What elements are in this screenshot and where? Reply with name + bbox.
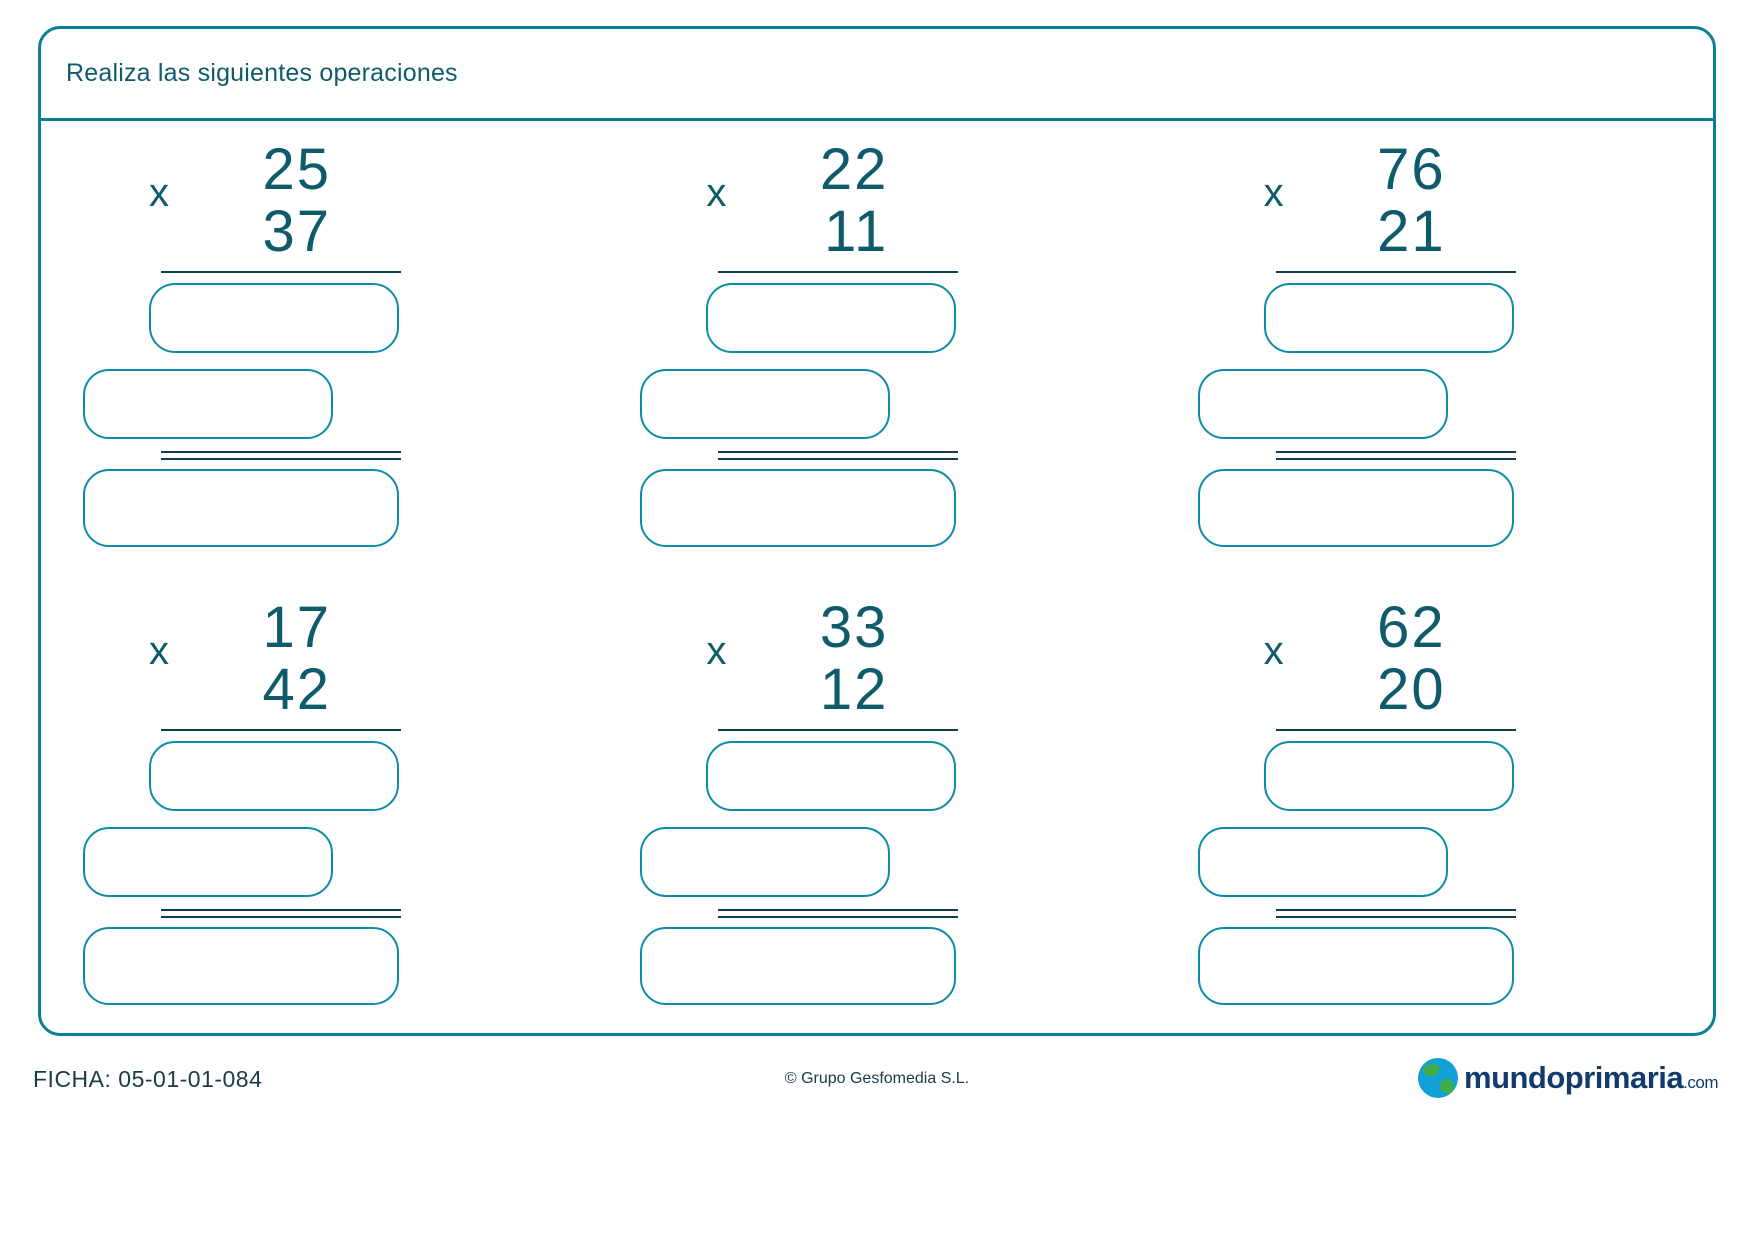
partial-product-box-1[interactable] <box>149 283 399 353</box>
operand-top: 33 <box>819 594 889 660</box>
operation-rule <box>161 271 401 273</box>
operation-rule <box>718 729 958 731</box>
sum-rule-lower <box>1276 916 1516 918</box>
partial-product-box-2[interactable] <box>1198 369 1448 439</box>
sum-rule-lower <box>718 458 958 460</box>
total-product-box[interactable] <box>83 927 399 1005</box>
operand-top: 62 <box>1377 594 1446 660</box>
operand-bottom: 20 <box>1377 656 1446 722</box>
partial-product-box-2[interactable] <box>640 827 890 897</box>
problem-3 <box>1156 121 1713 579</box>
partial-product-box-2[interactable] <box>83 369 333 439</box>
partial-product-box-1[interactable] <box>1264 741 1514 811</box>
operand-top: 25 <box>262 137 331 202</box>
brand-name-text: mundoprimaria <box>1464 1060 1684 1095</box>
operand-bottom: 42 <box>262 656 331 722</box>
worksheet-sheet <box>38 26 1716 1036</box>
multiplication-sign-icon: x <box>149 171 169 215</box>
operand-bottom: 12 <box>819 656 889 722</box>
sum-rule-upper <box>718 909 958 911</box>
brand-suffix: .com <box>1683 1073 1718 1092</box>
problems-grid <box>41 121 1713 1036</box>
total-product-box[interactable] <box>640 927 956 1005</box>
operand-top: 17 <box>262 594 331 660</box>
operand-top: 22 <box>819 137 889 202</box>
operation-rule <box>161 729 401 731</box>
partial-product-box-2[interactable] <box>1198 827 1448 897</box>
total-product-box[interactable] <box>83 469 399 547</box>
total-product-box[interactable] <box>1198 927 1514 1005</box>
partial-product-box-1[interactable] <box>706 283 956 353</box>
multiplication-sign-icon: x <box>1263 171 1284 215</box>
multiplication-sign-icon: x <box>1263 628 1284 673</box>
operand-bottom: 37 <box>262 199 331 264</box>
copyright-text: © Grupo Gesfomedia S.L. <box>784 1070 970 1087</box>
total-product-box[interactable] <box>1198 469 1514 547</box>
sum-rule-lower <box>1276 458 1516 460</box>
instruction-bar <box>41 29 1713 121</box>
brand-name <box>1464 1060 1718 1096</box>
sum-rule-lower <box>161 916 401 918</box>
sum-rule-lower <box>718 916 958 918</box>
partial-product-box-2[interactable] <box>83 827 333 897</box>
problem-2 <box>598 121 1155 579</box>
problem-1 <box>41 121 598 579</box>
instruction-text: Realiza las siguientes operaciones <box>66 59 458 87</box>
multiplication-sign-icon: x <box>706 171 727 215</box>
sum-rule-upper <box>1276 451 1516 453</box>
partial-product-box-2[interactable] <box>640 369 890 439</box>
sum-rule-upper <box>161 451 401 453</box>
sum-rule-upper <box>718 451 958 453</box>
total-product-box[interactable] <box>640 469 956 547</box>
operation-rule <box>1276 271 1516 273</box>
operand-bottom: 21 <box>1377 199 1446 264</box>
globe-icon <box>1418 1058 1458 1098</box>
sum-rule-upper <box>1276 909 1516 911</box>
problem-6 <box>1156 579 1713 1037</box>
sum-rule-upper <box>161 909 401 911</box>
partial-product-box-1[interactable] <box>706 741 956 811</box>
multiplication-sign-icon: x <box>706 628 727 673</box>
partial-product-box-1[interactable] <box>1264 283 1514 353</box>
multiplication-sign-icon: x <box>149 628 169 673</box>
problem-5 <box>598 579 1155 1037</box>
brand-logo <box>1418 1058 1718 1098</box>
operand-top: 76 <box>1377 137 1446 202</box>
sum-rule-lower <box>161 458 401 460</box>
partial-product-box-1[interactable] <box>149 741 399 811</box>
operand-bottom: 11 <box>824 199 889 264</box>
operation-rule <box>1276 729 1516 731</box>
operation-rule <box>718 271 958 273</box>
ficha-code: FICHA: 05-01-01-084 <box>33 1066 263 1092</box>
problem-4 <box>41 579 598 1037</box>
